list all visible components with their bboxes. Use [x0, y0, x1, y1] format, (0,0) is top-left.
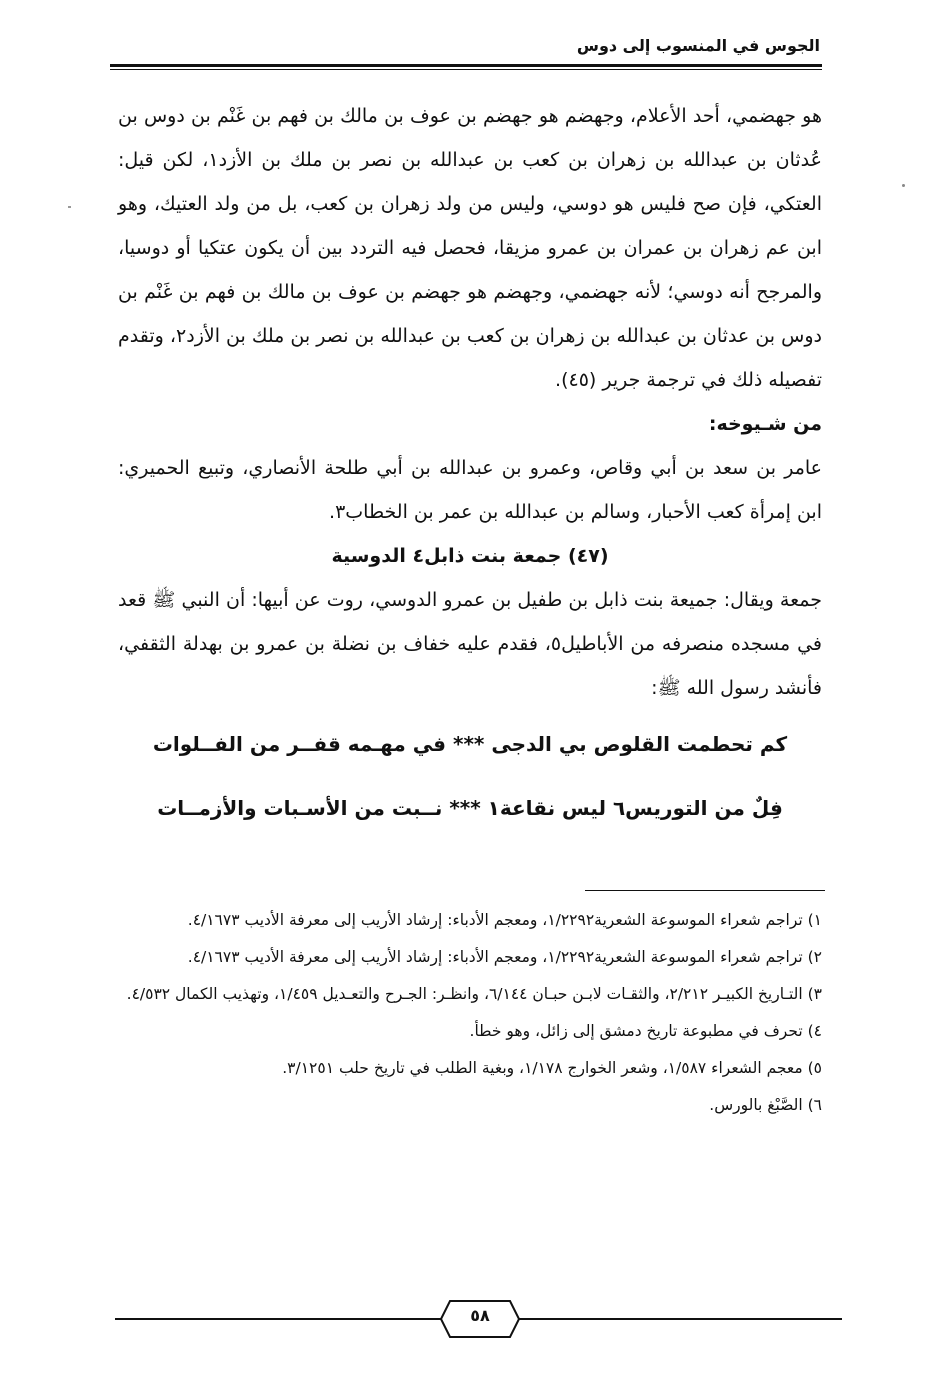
entry-title: (٤٧) جمعة بنت ذابل٤ الدوسية	[331, 545, 609, 567]
margin-speck	[68, 206, 71, 208]
poem-verse: فِلٌ من التوريس٦ ليس نقاعة١ *** نــبت من الأسـبات والأزمــات	[157, 796, 783, 820]
entry-paragraph: جمعة ويقال: جميعة بنت ذابل بن طفيل بن عمرو الدوسي، روت عن أبيها: أن النبي ﷺ قعد في مسجده منصرفه من الأباطيل٥، فقدم عليه خفاف بن نضلة بن عمرو بن بهدلة الثقفي، فأنشد رسول الله ﷺ:	[118, 589, 822, 699]
header-rule-thin	[110, 69, 822, 70]
footnotes	[118, 902, 822, 1124]
header-rule	[110, 64, 822, 67]
main-text	[118, 94, 822, 838]
poem-verse: كم تحطمت القلوص بي الدجى *** في مهـمه قفــر من الفــلوات	[152, 732, 788, 756]
footnote: ٦) الصَّبْغ بالورس.	[709, 1096, 822, 1114]
footer-rule-right	[515, 1318, 842, 1320]
biography-paragraph: هو جهضمي، أحد الأعلام، وجهضم هو جهضم بن عوف بن مالك بن فهم بن غَنْم بن دوس بن عُدثان بن عبدالله بن زهران بن كعب بن عبدالله بن نصر بن ملك بن الأزد١، لكن قيل: العتكي، فإن صح فليس هو دوسي، وليس من ولد زهران بن كعب، بل من ولد العتيك، وهو ابن عم زهران بن عمران بن عمرو مزيقا، فحصل فيه التردد بين أن يكون عتكيا أو دوسيا، والمرجح أنه دوسي؛ لأنه جهضمي، وجهضم هو جهضم بن عوف بن مالك بن فهم بن غَنْم بن دوس بن عدثان بن عبدالله بن زهران بن كعب بن عبدالله بن نصر بن ملك بن الأزد٢، وتقدم تفصيله ذلك في ترجمة جرير (٤٥).	[118, 105, 822, 391]
footnote-separator	[585, 890, 825, 891]
running-header-title: الجوس في المنسوب إلى دوس	[576, 36, 820, 55]
footnote: ٣) التـاريخ الكبيـر ٢/٢١٢، والثقـات لابـن حبـان ٦/١٤٤، وانظـر: الجـرح والتعـديل ١/٤٥٩، وتهذيب الكمال ٤/٥٣٢.	[126, 985, 822, 1003]
footnote: ٤) تحرف في مطبوعة تاريخ دمشق إلى زائل، وهو خطأ.	[469, 1022, 822, 1040]
footnote: ٥) معجم الشعراء ١/٥٨٧، وشعر الخوارج ١/١٧٨، وبغية الطلب في تاريخ حلب ٣/١٢٥١.	[282, 1059, 822, 1077]
footer-rule-left	[115, 1318, 445, 1320]
margin-speck	[902, 184, 905, 187]
footnote: ٢) تراجم شعراء الموسوعة الشعرية١/٢٢٩٢، ومعجم الأدباء: إرشاد الأريب إلى معرفة الأديب ٤/١٦٧٣.	[187, 948, 822, 966]
teachers-paragraph: عامر بن سعد بن أبي وقاص، وعمرو بن عبدالله بن أبي طلحة الأنصاري، وتبيع الحميري: ابن إمرأة كعب الأحبار، وسالم بن عبدالله بن عمر بن الخطاب٣.	[118, 457, 822, 523]
teachers-heading: من شـيوخه:	[708, 413, 822, 435]
footnote: ١) تراجم شعراء الموسوعة الشعرية١/٢٢٩٢، ومعجم الأدباء: إرشاد الأريب إلى معرفة الأديب ٤/١٦٧٣.	[187, 911, 822, 929]
page-number: ٥٨	[470, 1306, 490, 1325]
